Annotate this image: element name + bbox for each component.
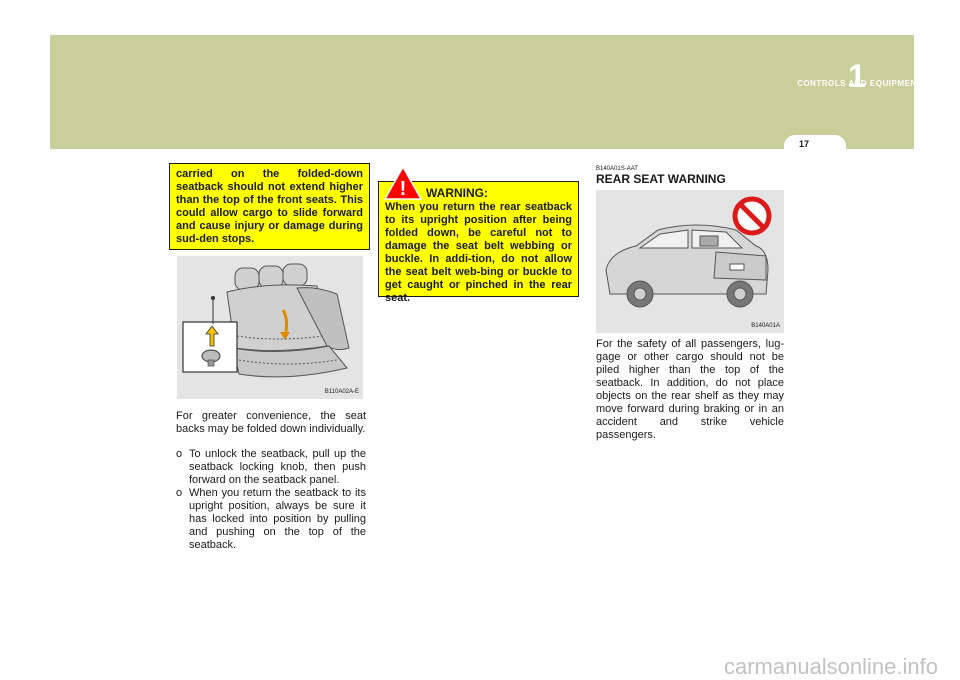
bullet-marker: o <box>176 487 183 499</box>
bullet-text: When you return the seatback to its upright position, always be sure it has locked into position by pulling and pushing on the top of the seatback. <box>189 487 366 551</box>
cargo-caution-text: carried on the folded-down seatback should not extend higher than the top of the front seats. This could allow cargo to slide forward and cause injury or damage during sud-den stops. <box>176 168 363 245</box>
chapter-number: 1 <box>848 58 866 94</box>
warning-symbol: ! <box>399 178 407 200</box>
header-band <box>50 35 914 149</box>
folding-seat-drawing <box>177 256 363 399</box>
fold-intro-text: For greater convenience, the seat backs may be folded down individually. <box>176 410 366 435</box>
figure-label: B110A02A-E <box>324 389 359 395</box>
section-code: B140A01S-AAT <box>596 166 638 172</box>
cargo-caution-box <box>169 163 370 250</box>
car-illustration <box>596 190 784 333</box>
section-title: REAR SEAT WARNING <box>596 172 726 186</box>
watermark-text: carmanualsonline.info <box>723 654 938 679</box>
figure-label: B140A01A <box>751 323 780 329</box>
chapter-title: CONTROLS AND EQUIPMENT <box>797 79 922 88</box>
warning-title: WARNING: <box>426 186 488 200</box>
fold-instructions-list <box>176 448 366 552</box>
bullet-marker: o <box>176 448 183 460</box>
warning-triangle-icon <box>383 165 423 201</box>
list-item <box>176 448 366 487</box>
rear-seat-warning-text: For the safety of all passengers, lug-gage or other cargo should not be piled higher than the top of the seatback. In addition, do not place objects on the rear shelf as they may move forward during braking or in an accident and strike vehicle passengers. <box>596 338 784 441</box>
page-number: 17 <box>798 139 809 149</box>
list-item <box>176 487 366 552</box>
sedan-rear-drawing <box>596 190 784 333</box>
warning-text: When you return the rear seatback to its upright position after being folded down, be careful not to damage the seat belt webbing or buckle. In addi-tion, do not allow the seat belt web-bing or buckle to get caught or pinched in the rear seat. <box>385 201 572 304</box>
watermark <box>0 654 960 680</box>
rear-seat-illustration <box>177 256 363 399</box>
bullet-text: To unlock the seatback, pull up the seatback locking knob, then push forward on the seatback panel. <box>189 448 366 486</box>
prohibition-icon <box>735 199 769 233</box>
